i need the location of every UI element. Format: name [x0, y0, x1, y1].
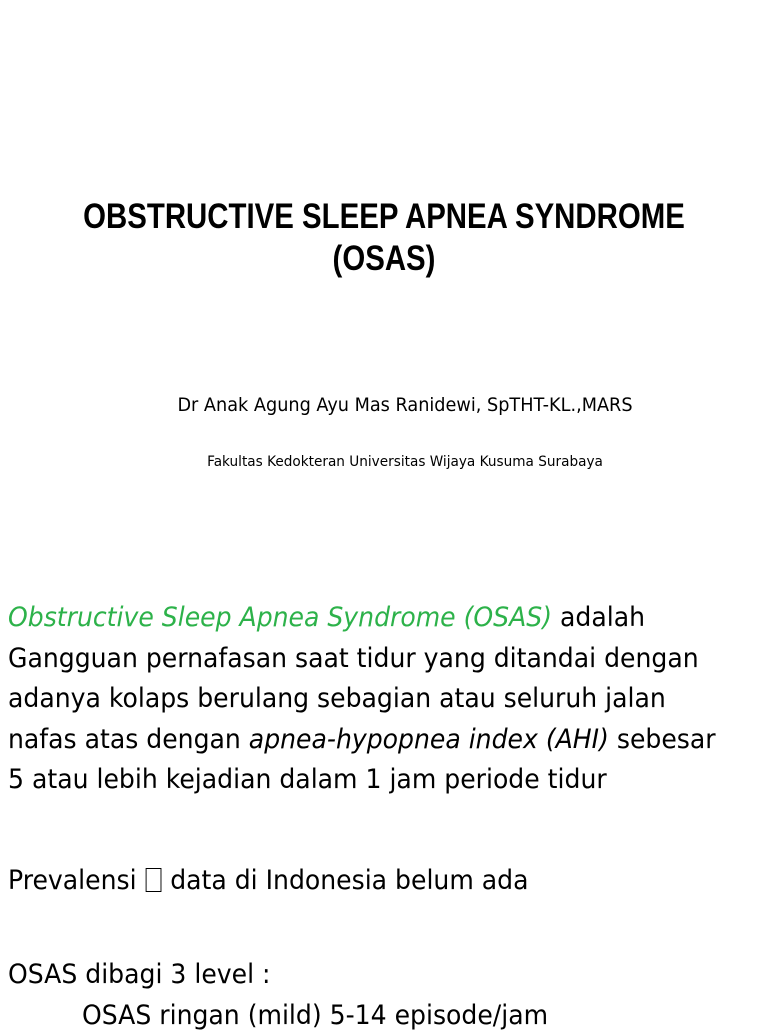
slide-title-line-2: (OSAS) [332, 239, 436, 278]
definition-line-1 [8, 598, 752, 639]
definition-line-3: adanya kolaps berulang sebagian atau seluruh jalan [8, 683, 666, 714]
prevalence-label: Prevalensi [8, 865, 145, 896]
definition-line-4-suffix: sebesar [608, 723, 716, 755]
osas-definition [8, 598, 752, 801]
osas-term: Obstructive Sleep Apnea Syndrome (OSAS) [8, 602, 553, 633]
author-name: Dr Anak Agung Ayu Mas Ranidewi, SpTHT-KL.,MARS [177, 394, 633, 416]
missing-glyph-icon [145, 868, 161, 892]
definition-line-5: 5 atau lebih kejadian dalam 1 jam periode tidur [8, 764, 607, 795]
definition-line-4-prefix: nafas atas dengan [8, 723, 249, 755]
slide-title-line-1: OBSTRUCTIVE SLEEP APNEA SYNDROME [83, 197, 685, 236]
definition-line-4 [8, 720, 752, 761]
prevalence-text: data di Indonesia belum ada [162, 865, 529, 896]
author-affiliation: Fakultas Kedokteran Universitas Wijaya Kusuma Surabaya [207, 454, 603, 470]
ahi-term: apnea-hypopnea index (AHI) [248, 723, 609, 755]
slide-title [61, 196, 706, 280]
definition-line-2: Gangguan pernafasan saat tidur yang ditandai dengan [8, 642, 699, 674]
osas-term-suffix: adalah [552, 602, 646, 633]
levels-intro: OSAS dibagi 3 level : [8, 959, 271, 990]
prevalence-statement [8, 861, 752, 901]
level-item-mild: OSAS ringan (mild) 5-14 episode/jam [82, 1000, 549, 1031]
